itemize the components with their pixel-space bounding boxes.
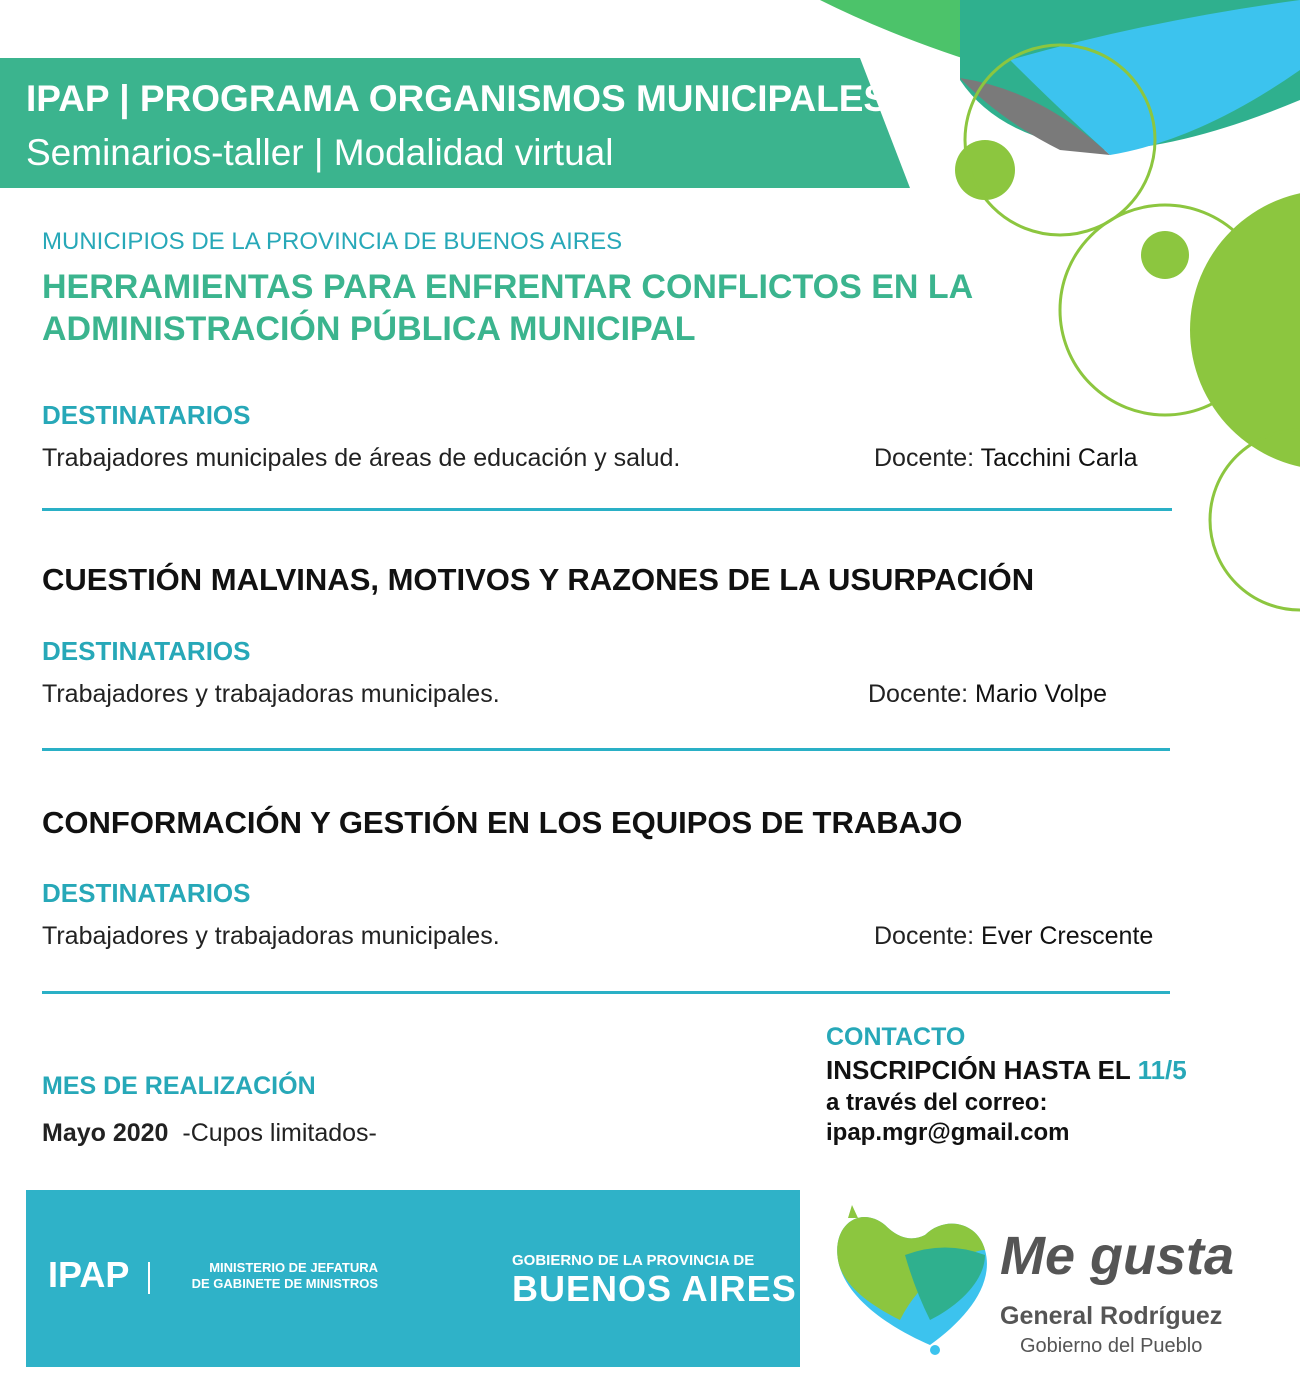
teacher-label: Docente:	[868, 680, 969, 708]
deadline-date: 11/5	[1137, 1055, 1187, 1085]
audience-label: DESTINATARIOS	[42, 878, 251, 908]
leaf-icon	[848, 1205, 858, 1218]
teacher-info	[874, 922, 1153, 951]
teacher-name: Mario Volpe	[975, 680, 1108, 708]
header-subtitle: Seminarios-taller | Modalidad virtual	[26, 132, 614, 173]
schedule-label: MES DE REALIZACIÓN	[42, 1072, 316, 1100]
drop-icon	[930, 1345, 940, 1355]
schedule-month: Mayo 2020	[42, 1119, 169, 1147]
brand-tagline: Gobierno del Pueblo	[1020, 1335, 1203, 1357]
deadline-text: INSCRIPCIÓN HASTA EL	[826, 1055, 1131, 1085]
contact-via: a través del correo:	[826, 1089, 1048, 1116]
teacher-info	[874, 444, 1138, 473]
ministry-line: DE GABINETE DE MINISTROS	[191, 1276, 378, 1291]
audience-text: Trabajadores y trabajadoras municipales.	[42, 922, 500, 950]
teacher-label: Docente:	[874, 444, 975, 472]
government-line-big: BUENOS AIRES	[512, 1268, 797, 1309]
ministry-line: MINISTERIO DE JEFATURA	[209, 1260, 378, 1275]
audience-label: DESTINATARIOS	[42, 636, 251, 666]
green-disc-shape	[1190, 190, 1300, 470]
audience-text: Trabajadores y trabajadoras municipales.	[42, 680, 500, 708]
seminar-title: CUESTIÓN MALVINAS, MOTIVOS Y RAZONES DE LA USURPACIÓN	[42, 562, 1035, 597]
seminar-title: HERRAMIENTAS PARA ENFRENTAR CONFLICTOS EN LA ADMINISTRACIÓN PÚBLICA MUNICIPAL	[42, 268, 972, 348]
green-dot-shape	[1141, 231, 1189, 279]
audience-region-kicker: MUNICIPIOS DE LA PROVINCIA DE BUENOS AIRES	[42, 228, 623, 255]
section-divider	[42, 748, 1170, 751]
teacher-name: Ever Crescente	[981, 922, 1154, 950]
contact-label: CONTACTO	[826, 1023, 966, 1051]
logo-separator	[148, 1262, 150, 1294]
ministry-text	[160, 1260, 378, 1292]
teacher-name: Tacchini Carla	[980, 444, 1138, 472]
schedule-info	[42, 1119, 377, 1148]
registration-deadline	[826, 1055, 1187, 1086]
audience-label: DESTINATARIOS	[42, 400, 251, 430]
ipap-logo: IPAP	[48, 1254, 130, 1295]
government-line-small: GOBIERNO DE LA PROVINCIA DE	[512, 1252, 755, 1269]
brand-title: Me gusta	[1000, 1226, 1235, 1286]
audience-text: Trabajadores municipales de áreas de educación y salud.	[42, 444, 681, 472]
seminar-title: CONFORMACIÓN Y GESTIÓN EN LOS EQUIPOS DE TRABAJO	[42, 805, 963, 840]
brand-subtitle: General Rodríguez	[1000, 1302, 1223, 1330]
contact-email[interactable]: ipap.mgr@gmail.com	[826, 1119, 1070, 1146]
header-title: IPAP | PROGRAMA ORGANISMOS MUNICIPALES	[26, 78, 889, 119]
schedule-note: -Cupos limitados-	[182, 1119, 377, 1147]
section-divider	[42, 991, 1170, 994]
teacher-info	[868, 680, 1107, 709]
teacher-label: Docente:	[874, 922, 975, 950]
section-divider	[42, 508, 1172, 511]
